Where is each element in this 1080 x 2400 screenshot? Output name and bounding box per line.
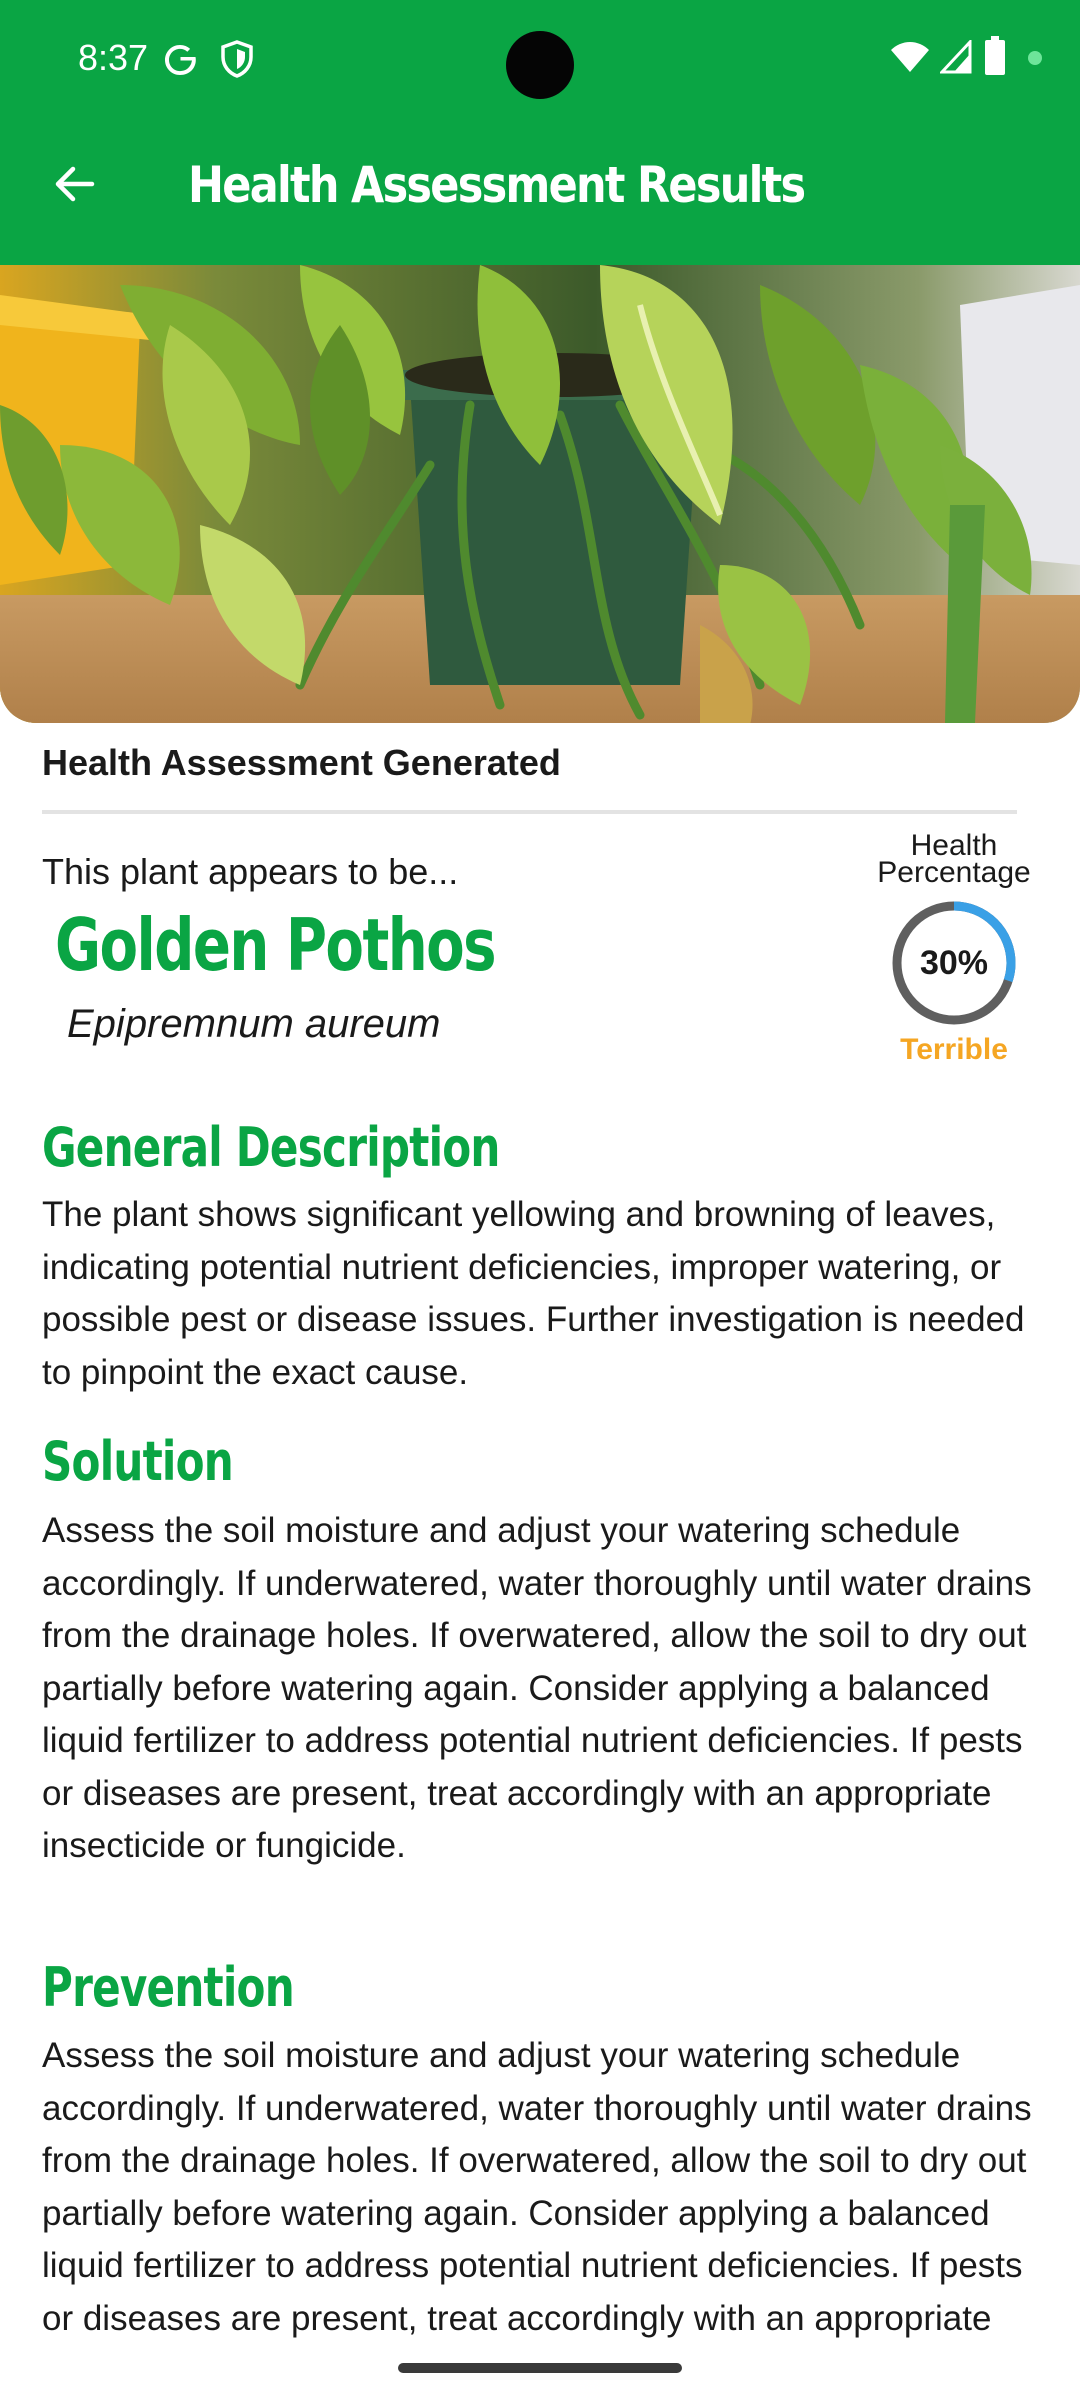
divider [42, 810, 1017, 814]
home-indicator[interactable] [398, 2363, 682, 2373]
health-label-line2: Percentage [877, 856, 1031, 889]
health-status-badge: Terrible [900, 1033, 1008, 1066]
health-percentage-label [856, 829, 1052, 889]
golden-pothos-photo [0, 265, 1080, 723]
health-percent-value: 30% [919, 944, 989, 982]
solution-heading: Solution [42, 1430, 233, 1493]
general-description-text: The plant shows significant yellowing and browning of leaves, indicating potential nutrient deficiencies, improper watering, or possible pest or disease issues. Further investigation is needed to pinpoint the exact cause. [42, 1195, 1025, 1392]
shield-icon [220, 40, 254, 78]
plant-photo [0, 265, 1080, 723]
signal-icon [940, 40, 972, 74]
google-g-icon [162, 42, 198, 78]
battery-icon [984, 36, 1006, 76]
page-title: Health Assessment Results [188, 156, 805, 214]
prevention-heading: Prevention [42, 1956, 294, 2019]
general-description-heading: General Description [42, 1116, 500, 1179]
health-label-line1: Health [910, 829, 998, 862]
arrow-back-icon [52, 162, 96, 206]
plant-name: Golden Pothos [55, 903, 496, 987]
camera-cutout [506, 31, 574, 99]
solution-text: Assess the soil moisture and adjust your watering schedule accordingly. If underwatered, water thoroughly until water drains from the drainage holes. If overwatered, allow the soil to dry out partially before watering again. Consider applying a balanced liquid fertilizer to address potential nutrient deficiencies. If pests or diseases are present, treat accordingly with an appropriate insecticide or fungicide. [42, 1511, 1032, 1865]
assessment-heading: Health Assessment Generated [42, 742, 561, 783]
app-bar [0, 0, 1080, 265]
notification-dot-icon [1027, 50, 1043, 66]
prevention-text: Assess the soil moisture and adjust your watering schedule accordingly. If underwatered, water thoroughly until water drains from the drainage holes. If overwatered, allow the soil to dry out partially before watering again. Consider applying a balanced liquid fertilizer to address potential nutrient deficiencies. If pests or diseases are present, treat accordingly with an appropriate [42, 2036, 1032, 2338]
appears-label: This plant appears to be... [42, 851, 459, 892]
wifi-icon [890, 40, 930, 74]
status-time: 8:37 [78, 37, 149, 78]
back-button[interactable] [40, 150, 108, 218]
scientific-name: Epipremnum aureum [67, 1002, 441, 1046]
